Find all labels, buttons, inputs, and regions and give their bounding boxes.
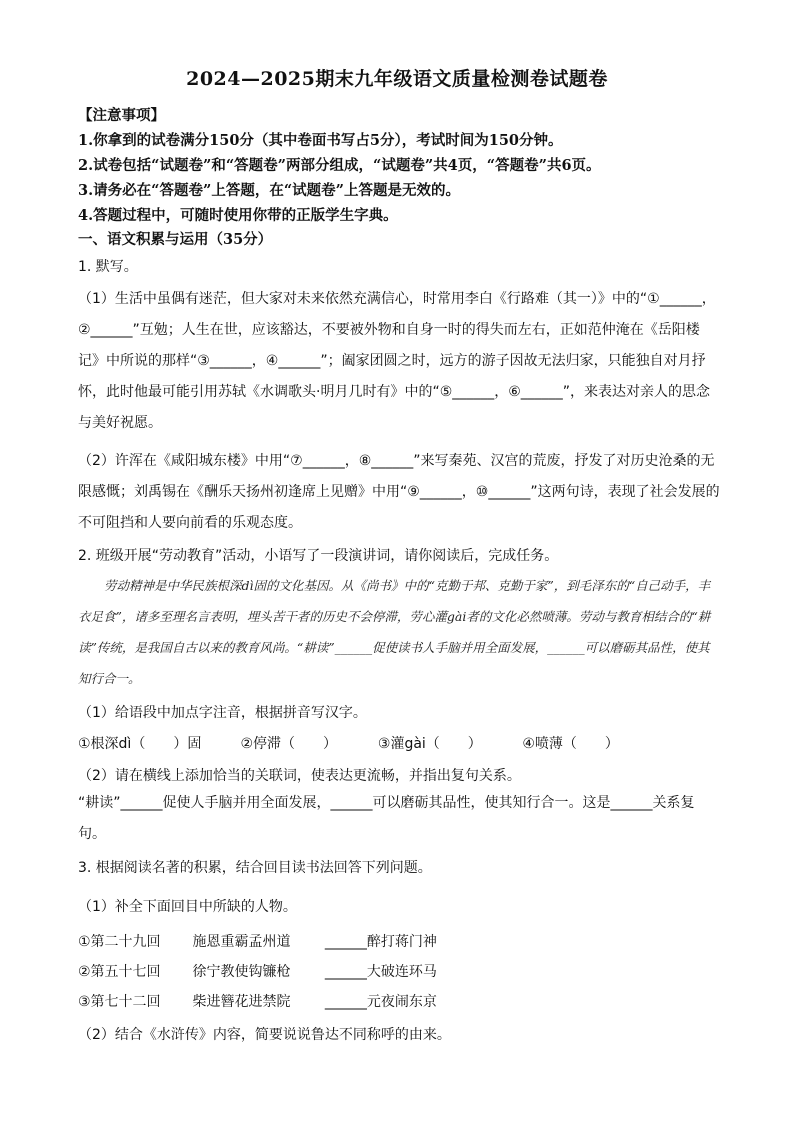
pinyin-item: ①根深dì（ ）固 [78,736,202,752]
pinyin-row [78,733,619,753]
question-2-sub-1: （1）给语段中加点字注音，根据拼音写汉字。 [78,705,367,721]
pinyin-item: ④喷薄（ ） [522,736,619,752]
chapter-row [78,961,437,981]
speech-passage: 劳动精神是中华民族根深dì固的文化基因。从《尚书》中的“克勤于邦、克勤于家”，到毛泽东的“自己动手，丰衣足食”，诸多至理名言表明，埋头苦干者的历史不会停滞，劳心灌gài者的文化必然喷薄。劳动与教育相结合的“耕读”传统，是我国自古以来的教育风尚。“耕读”______促使读书人手脑并用全面发展，______可以磨砺其品性，使其知行合一。 [78,578,711,686]
chapter-title-right: ______元夜闹东京 [324,994,437,1010]
question-1-part-1: （1）生活中虽偶有迷茫，但大家对未来依然充满信心，时常用李白《行路难（其一）》中的“①______，②______”互勉；人生在世，应该豁达，不要被外物和自身一时的得失而左右，正如范仲淹在《岳阳楼记》中所说的那样“③______，④______”；阖家团圆之时，远方的游子因故无法归家，只能独自对月抒怀，此时他最可能引用苏轼《水调歌头·明月几时有》中的“⑤______，⑥______”，来表达对亲人的思念与美好祝愿。 [78,291,716,431]
question-2-sub-2: （2）请在横线上添加恰当的关联词，使表达更流畅，并指出复句关系。 [78,768,521,784]
chapter-number: ②第五十七回 [78,964,161,980]
notice-heading: 【注意事项】 [78,107,165,124]
chapter-number: ①第二十九回 [78,934,161,950]
notice-item: 2.试卷包括“试题卷”和“答题卷”两部分组成，“试题卷”共4页，“答题卷”共6页。 [78,157,601,174]
chapter-title-right: ______醉打蒋门神 [324,934,437,950]
question-2-sub-2-text: “耕读”______促使人手脑并用全面发展，______可以磨砺其品性，使其知行合一。这是______关系复句。 [78,795,695,842]
notice-item: 4.答题过程中，可随时使用你带的正版学生字典。 [78,207,398,224]
chapter-title-left: 徐宁教使钩镰枪 [192,964,291,980]
question-3-label: 3. 根据阅读名著的积累，结合回目读书法回答下列问题。 [78,860,432,876]
chapter-title-left: 施恩重霸孟州道 [192,934,291,950]
question-1-part-2: （2）许浑在《咸阳城东楼》中用“⑦______，⑧______”来写秦苑、汉宫的荒废，抒发了对历史沧桑的无限感慨；刘禹锡在《酬乐天扬州初逢席上见赠》中用“⑨______，⑩______”这两句诗，表现了社会发展的不可阻挡和人要向前看的乐观态度。 [78,453,720,531]
question-2-label: 2. 班级开展“劳动教育”活动，小语写了一段演讲词，请你阅读后，完成任务。 [78,548,559,564]
chapter-number: ③第七十二回 [78,994,161,1010]
question-3-sub-1: （1）补全下面回目中所缺的人物。 [78,899,297,915]
question-1-label: 1. 默写。 [78,259,138,275]
question-3-sub-2: （2）结合《水浒传》内容，简要说说鲁达不同称呼的由来。 [78,1027,451,1043]
chapter-row [78,931,437,951]
page-title: 2024—2025期末九年级语文质量检测卷试题卷 [186,68,608,90]
pinyin-item: ③灌gài（ ） [377,736,482,752]
notice-item: 1.你拿到的试卷满分150分（其中卷面书写占5分），考试时间为150分钟。 [78,132,563,149]
chapter-row [78,991,437,1011]
section-heading: 一、语文积累与运用（35分） [78,231,273,248]
pinyin-item: ②停滞（ ） [240,736,338,752]
chapter-title-right: ______大破连环马 [324,964,437,980]
notice-item: 3.请务必在“答题卷”上答题，在“试题卷”上答题是无效的。 [78,182,460,199]
chapter-title-left: 柴进簪花进禁院 [192,994,291,1010]
